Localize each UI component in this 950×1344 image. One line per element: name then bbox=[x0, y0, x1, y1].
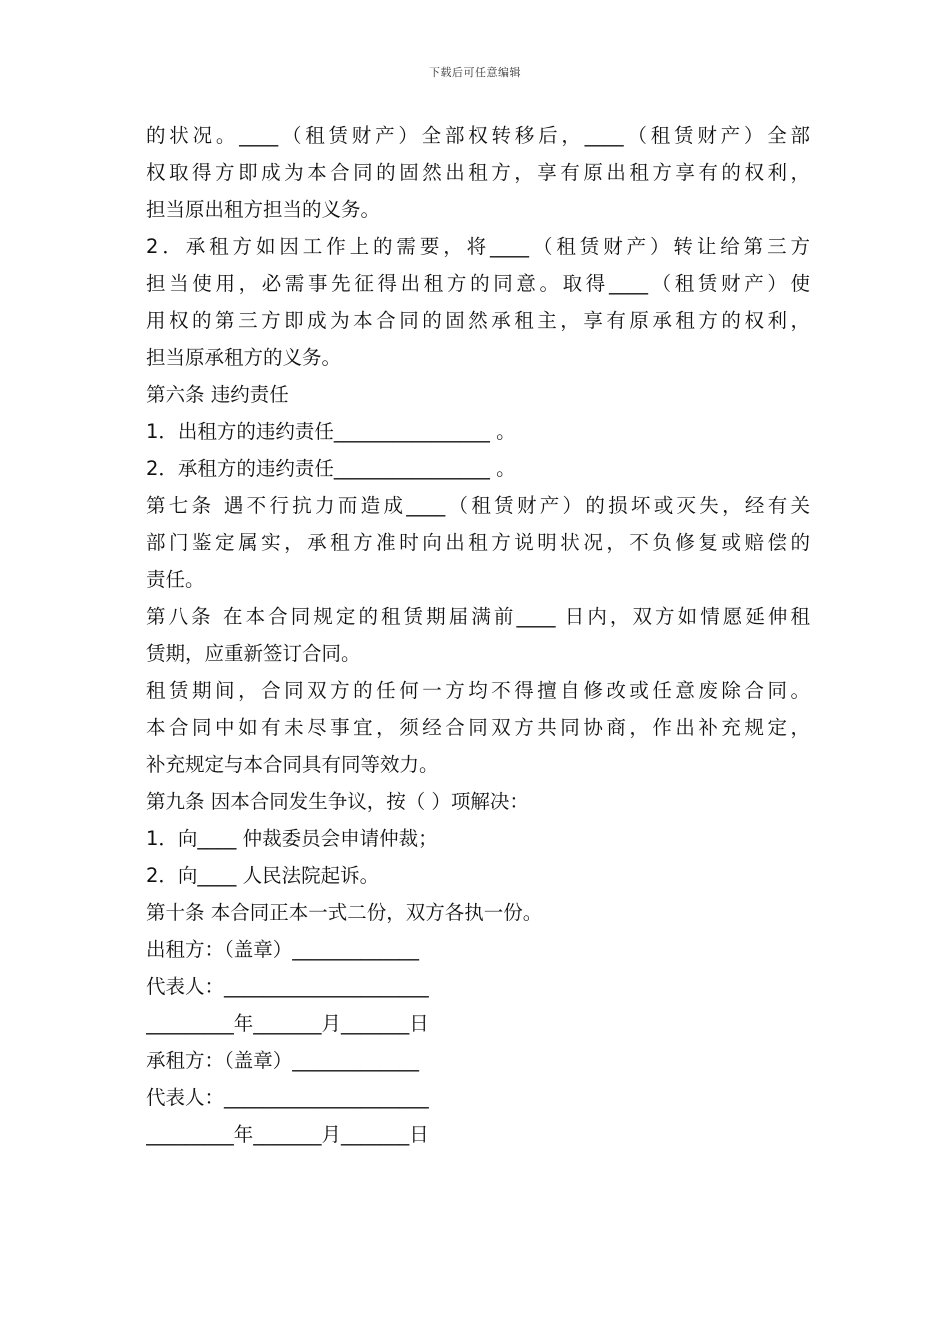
text-line: 部门鉴定属实，承租方准时向出租方说明状况，不负修复或赔偿的 bbox=[146, 531, 810, 554]
text-line: 第九条 因本合同发生争议，按（ ）项解决： bbox=[146, 790, 529, 813]
article-heading: 第六条 违约责任 bbox=[146, 383, 289, 406]
text-line: 补充规定与本合同具有同等效力。 bbox=[146, 753, 439, 776]
text-line: 第八条 在本合同规定的租赁期届满前____ 日内，双方如情愿延伸租 bbox=[146, 605, 810, 628]
contract-body bbox=[146, 117, 810, 1153]
lessee-signature-line: 承租方：（盖章）_____________ bbox=[146, 1049, 420, 1072]
text-line: 的状况。____（租赁财产）全部权转移后，____（租赁财产）全部 bbox=[146, 124, 810, 147]
text-line: 1．出租方的违约责任________________ 。 bbox=[146, 420, 516, 443]
text-line: 2．向____ 人民法院起诉。 bbox=[146, 864, 380, 887]
text-line: 本合同中如有未尽事宜，须经合同双方共同协商，作出补充规定， bbox=[146, 716, 810, 739]
text-line: 用权的第三方即成为本合同的固然承租主，享有原承租方的权利， bbox=[146, 309, 810, 332]
text-line: 担当原承租方的义务。 bbox=[146, 346, 342, 369]
text-line: 责任。 bbox=[146, 568, 205, 591]
text-line: 第十条 本合同正本一式二份，双方各执一份。 bbox=[146, 901, 543, 924]
lessee-representative-line: 代表人：_____________________ bbox=[146, 1086, 429, 1109]
text-line: 2．承租方如因工作上的需要，将____（租赁财产）转让给第三方 bbox=[146, 235, 810, 258]
text-line: 担当原出租方担当的义务。 bbox=[146, 198, 381, 221]
text-line: 担当使用，必需事先征得出租方的同意。取得____（租赁财产）使 bbox=[146, 272, 810, 295]
text-line: 赁期，应重新签订合同。 bbox=[146, 642, 361, 665]
text-line: 权取得方即成为本合同的固然出租方，享有原出租方享有的权利， bbox=[146, 161, 810, 184]
lessor-signature-line: 出租方：（盖章）_____________ bbox=[146, 938, 420, 961]
text-line: 1．向____ 仲裁委员会申请仲裁； bbox=[146, 827, 438, 850]
lessee-date-line: _________年_______月_______日 bbox=[146, 1123, 429, 1146]
lessor-representative-line: 代表人：_____________________ bbox=[146, 975, 429, 998]
page-header: 下载后可任意编辑 bbox=[429, 66, 521, 79]
text-line: 2．承租方的违约责任________________ 。 bbox=[146, 457, 516, 480]
text-line: 第七条 遇不行抗力而造成____（租赁财产）的损坏或灭失，经有关 bbox=[146, 494, 810, 517]
text-line: 租赁期间，合同双方的任何一方均不得擅自修改或任意废除合同。 bbox=[146, 679, 810, 702]
lessor-date-line: _________年_______月_______日 bbox=[146, 1012, 429, 1035]
